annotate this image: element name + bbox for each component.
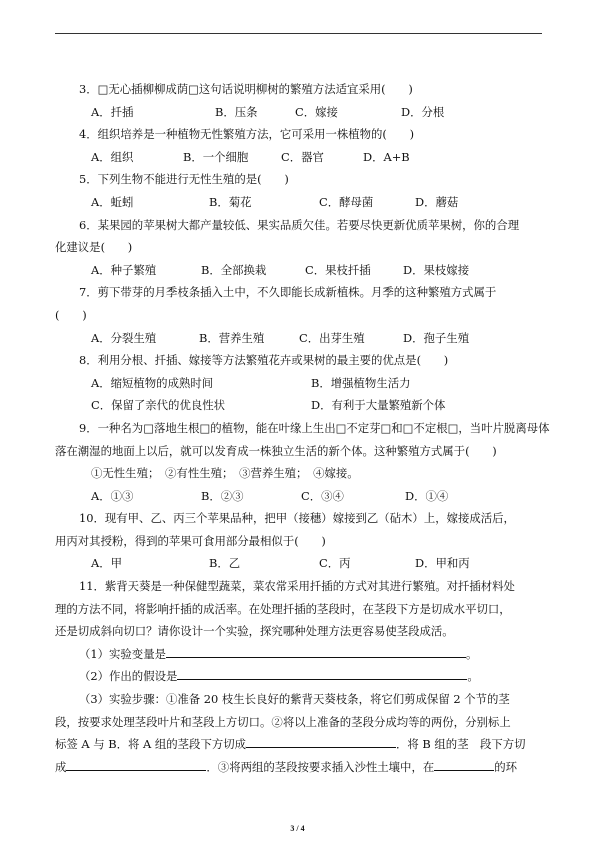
header-rule	[55, 33, 542, 34]
step-text: ．将 B 组的茎 段下方切	[396, 737, 526, 752]
option-b[interactable]: B．一个细胞	[183, 149, 249, 164]
answer-blank-b-cut[interactable]	[66, 756, 206, 771]
question-11-part-3-cont-2	[55, 733, 542, 756]
question-7-stem-cont: ( )	[55, 307, 87, 322]
step-text: 标签 A 与 B．将 A 组的茎段下方切成	[55, 737, 247, 752]
option-b[interactable]: B．增强植物生活力	[311, 375, 411, 390]
option-b[interactable]: B．压条	[215, 104, 258, 119]
option-c[interactable]: C．嫁接	[295, 104, 338, 119]
question-6-stem-cont: 化建议是( )	[55, 240, 133, 255]
option-d[interactable]: D．蘑菇	[415, 194, 459, 209]
question-8-options-ab	[55, 372, 542, 395]
answer-blank-variable[interactable]	[166, 643, 466, 658]
question-7-stem: 7．剪下带芽的月季枝条插入土中，不久即能长成新植株。月季的这种繁殖方式属于	[79, 285, 497, 300]
question-11-stem: 11．紫背天葵是一种保健型蔬菜，菜农常采用扦插的方式对其进行繁殖。对扦插材料处	[79, 579, 515, 594]
option-d[interactable]: D．A+B	[363, 149, 410, 164]
question-10-stem-cont: 用丙对其授粉，得到的苹果可食用部分最相似于( )	[55, 533, 326, 548]
option-a[interactable]: A．种子繁殖	[91, 262, 157, 277]
question-9-stem: 9．一种名为□落地生根□的植物，能在叶缘上生出□不定芽□和□不定根□，当叶片脱离母体	[79, 420, 550, 435]
answer-blank-a-cut[interactable]	[246, 733, 396, 748]
option-b[interactable]: B．全部换栽	[201, 262, 267, 277]
option-a[interactable]: A．缩短植物的成熟时间	[91, 375, 214, 390]
option-d[interactable]: D．孢子生殖	[403, 330, 470, 345]
step-text: 成	[55, 759, 67, 774]
option-b[interactable]: B．乙	[209, 556, 241, 571]
option-b[interactable]: B．营养生殖	[199, 330, 265, 345]
question-4-stem: 4．组织培养是一种植物无性繁殖方法，它可采用一株植物的( )	[79, 127, 415, 142]
option-b[interactable]: B．②③	[201, 488, 244, 503]
question-11-part-3-cont-1: 段，按要求处理茎段叶片和茎段上方切口。②将以上准备的茎段分成均等的两份，分别标上	[55, 714, 511, 729]
question-11-part-2	[55, 665, 542, 688]
question-11-part-3-cont-3	[55, 756, 542, 779]
question-10-stem: 10．现有甲、乙、丙三个苹果品种，把甲（接穗）嫁接到乙（砧木）上，嫁接成活后，	[79, 511, 515, 526]
answer-blank-hypothesis[interactable]	[177, 665, 467, 680]
question-8-options-cd	[55, 394, 542, 417]
question-10-options	[55, 552, 542, 575]
question-7-options	[55, 327, 542, 350]
option-d[interactable]: D．有利于大量繁殖新个体	[311, 398, 446, 413]
option-c[interactable]: C．酵母菌	[319, 194, 374, 209]
option-c[interactable]: C．出芽生殖	[299, 330, 365, 345]
option-a[interactable]: A．分裂生殖	[91, 330, 157, 345]
question-9-stem-cont: 落在潮湿的地面上以后，就可以发育成一株独立生活的新个体。这种繁殖方式属于( )	[55, 443, 497, 458]
option-d[interactable]: D．①④	[405, 488, 449, 503]
option-c[interactable]: C．器官	[281, 149, 324, 164]
part-1-end: 。	[465, 646, 478, 661]
part-2-label: （2）作出的假设是	[79, 669, 178, 684]
option-d[interactable]: D．果枝嫁接	[403, 262, 470, 277]
question-8-stem: 8．利用分根、扦插、嫁接等方法繁殖花卉或果树的最主要的优点是( )	[79, 353, 449, 368]
option-c[interactable]: C．保留了亲代的优良性状	[91, 398, 226, 413]
question-5-stem: 5．下列生物不能进行无性生殖的是( )	[79, 172, 289, 187]
part-2-end: 。	[467, 669, 479, 684]
question-11-stem-cont-1: 理的方法不同，将影响扦插的成活率。在处理扦插的茎段时，在茎段下方是切成水平切口，	[55, 601, 511, 616]
page-number: 3 / 4	[290, 824, 305, 833]
option-c[interactable]: C．③④	[301, 488, 344, 503]
option-d[interactable]: D．甲和丙	[415, 556, 470, 571]
option-c[interactable]: C．果枝扦插	[305, 262, 371, 277]
step-text: 的环	[494, 759, 518, 774]
question-6-options	[55, 259, 542, 282]
option-a[interactable]: A．组织	[91, 149, 134, 164]
question-11-stem-cont-2: 还是切成斜向切口？请你设计一个实验，探究哪种处理方法更容易使茎段成活。	[55, 624, 454, 639]
part-1-label: （1）实验变量是	[79, 646, 166, 661]
question-9-options	[55, 485, 542, 508]
question-4-options	[55, 146, 542, 169]
option-b[interactable]: B．菊花	[209, 194, 252, 209]
question-11-part-1	[55, 643, 542, 666]
option-a[interactable]: A．蚯蚓	[91, 194, 134, 209]
question-11-part-3: （3）实验步骤：①准备 20 枝生长良好的紫背天葵枝条，将它们剪成保留 2 个节的茎	[79, 692, 510, 707]
question-3-options	[55, 101, 542, 124]
option-a[interactable]: A．扦插	[91, 104, 134, 119]
option-c[interactable]: C．丙	[319, 556, 351, 571]
answer-blank-environment[interactable]	[434, 756, 494, 771]
question-9-items: ①无性生殖； ②有性生殖； ③营养生殖； ④嫁接。	[91, 466, 359, 481]
option-a[interactable]: A．甲	[91, 556, 123, 571]
step-text: ．③将两组的茎段按要求插入沙性土壤中，在	[206, 759, 435, 774]
option-d[interactable]: D．分根	[401, 104, 445, 119]
question-6-stem: 6．某果园的苹果树大都产量较低、果实品质欠佳。若要尽快更新优质苹果树，你的合理	[79, 217, 520, 232]
question-3-stem: 3．□无心插柳柳成荫□这句话说明柳树的繁殖方法适宜采用( )	[79, 82, 413, 96]
option-a[interactable]: A．①③	[91, 488, 134, 503]
question-5-options	[55, 191, 542, 214]
question-content	[55, 78, 550, 778]
